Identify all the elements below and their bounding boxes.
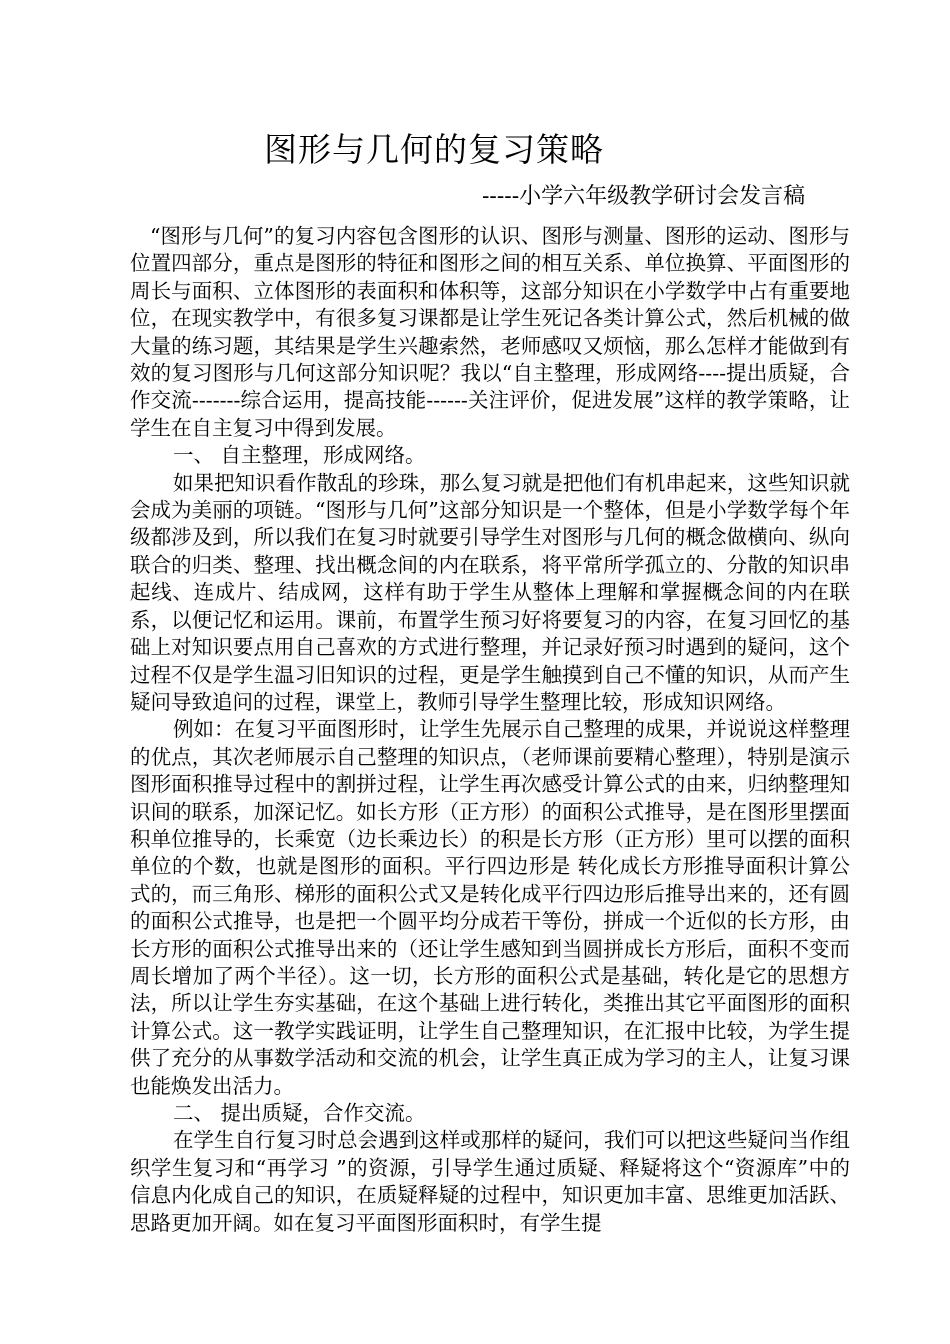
section2-paragraph-1: 在学生自行复习时总会遇到这样或那样的疑问，我们可以把这些疑问当作组织学生复习和“再学习 ”的资源，引导学生通过质疑、释疑将这个“资源库”中的信息内化成自己的知识，在质疑释疑的过程中，知识更加丰富、思维更加活跃、思路更加开阔。如在复习平面图形面积时，有学生提 [130,1128,850,1235]
section-heading-1: 一、 自主整理，形成网络。 [173,443,426,468]
document-body [130,223,850,1237]
document-subtitle: -----小学六年级教学研讨会发言稿 [482,184,806,209]
document-title: 图形与几何的复习策略 [264,130,604,169]
section1-paragraph-2: 例如：在复习平面图形时，让学生先展示自己整理的成果，并说说这样整理的优点，其次老师展示自己整理的知识点，（老师课前要精心整理），特别是演示图形面积推导过程中的割拼过程，让学生再次感受计算公式的由来，归纳整理知识间的联系，加深记忆。如长方形（正方形）的面积公式推导，是在图形里摆面积单位推导的，长乘宽（边长乘边长）的积是长方形（正方形）里可以摆的面积单位的个数，也就是图形的面积。平行四边形是 转化成长方形推导面积计算公式的，而三角形、梯形的面积公式又是转化成平行四边形后推导出来的，还有圆的面积公式推导，也是把一个圆平均分成若干等份，拼成一个近似的长方形，由长方形的面积公式推导出来的（还让学生感知到当圆拼成长方形后，面积不变而周长增加了两个半径）。这一切，长方形的面积公式是基础，转化是它的思想方法，所以让学生夯实基础，在这个基础上进行转化，类推出其它平面图形的面积计算公式。这一教学实践证明，让学生自己整理知识，在汇报中比较，为学生提供了充分的从事数学活动和交流的机会，让学生真正成为学习的主人，让复习课也能焕发出活力。 [130,717,850,1098]
section-heading-2: 二、 提出质疑，合作交流。 [173,1101,426,1125]
intro-paragraph: “图形与几何”的复习内容包含图形的认识、图形与测量、图形的运动、图形与位置四部分，重点是图形的特征和图形之间的相互关系、单位换算、平面图形的周长与面积、立体图形的表面积和体积等，这部分知识在小学数学中占有重要地位，在现实教学中，有很多复习课都是让学生死记各类计算公式，然后机械的做大量的练习题，其结果是学生兴趣索然，老师感叹又烦恼，那么怎样才能做到有效的复习图形与几何这部分知识呢？我以“自主整理，形成网络----提出质疑，合作交流-------综合运用，提高技能------关注评价，促进发展”这样的教学策略，让学生在自主复习中得到发展。 [130,224,850,440]
section1-paragraph-1: 如果把知识看作散乱的珍珠，那么复习就是把他们有机串起来，这些知识就会成为美丽的项链。“图形与几何”这部分知识是一个整体，但是小学数学每个年级都涉及到，所以我们在复习时就要引导学生对图形与几何的概念做横向、纵向联合的归类、整理、找出概念间的内在联系，将平常所学孤立的、分散的知识串起线、连成片、结成网，这样有助于学生从整体上理解和掌握概念间的内在联系，以便记忆和运用。课前，布置学生预习好将要复习的内容，在复习回忆的基础上对知识要点用自己喜欢的方式进行整理，并记录好预习时遇到的疑问，这个过程不仅是学生温习旧知识的过程，更是学生触摸到自己不懂的知识，从而产生疑问导致追问的过程，课堂上，教师引导学生整理比较，形成知识网络。 [130,470,850,714]
